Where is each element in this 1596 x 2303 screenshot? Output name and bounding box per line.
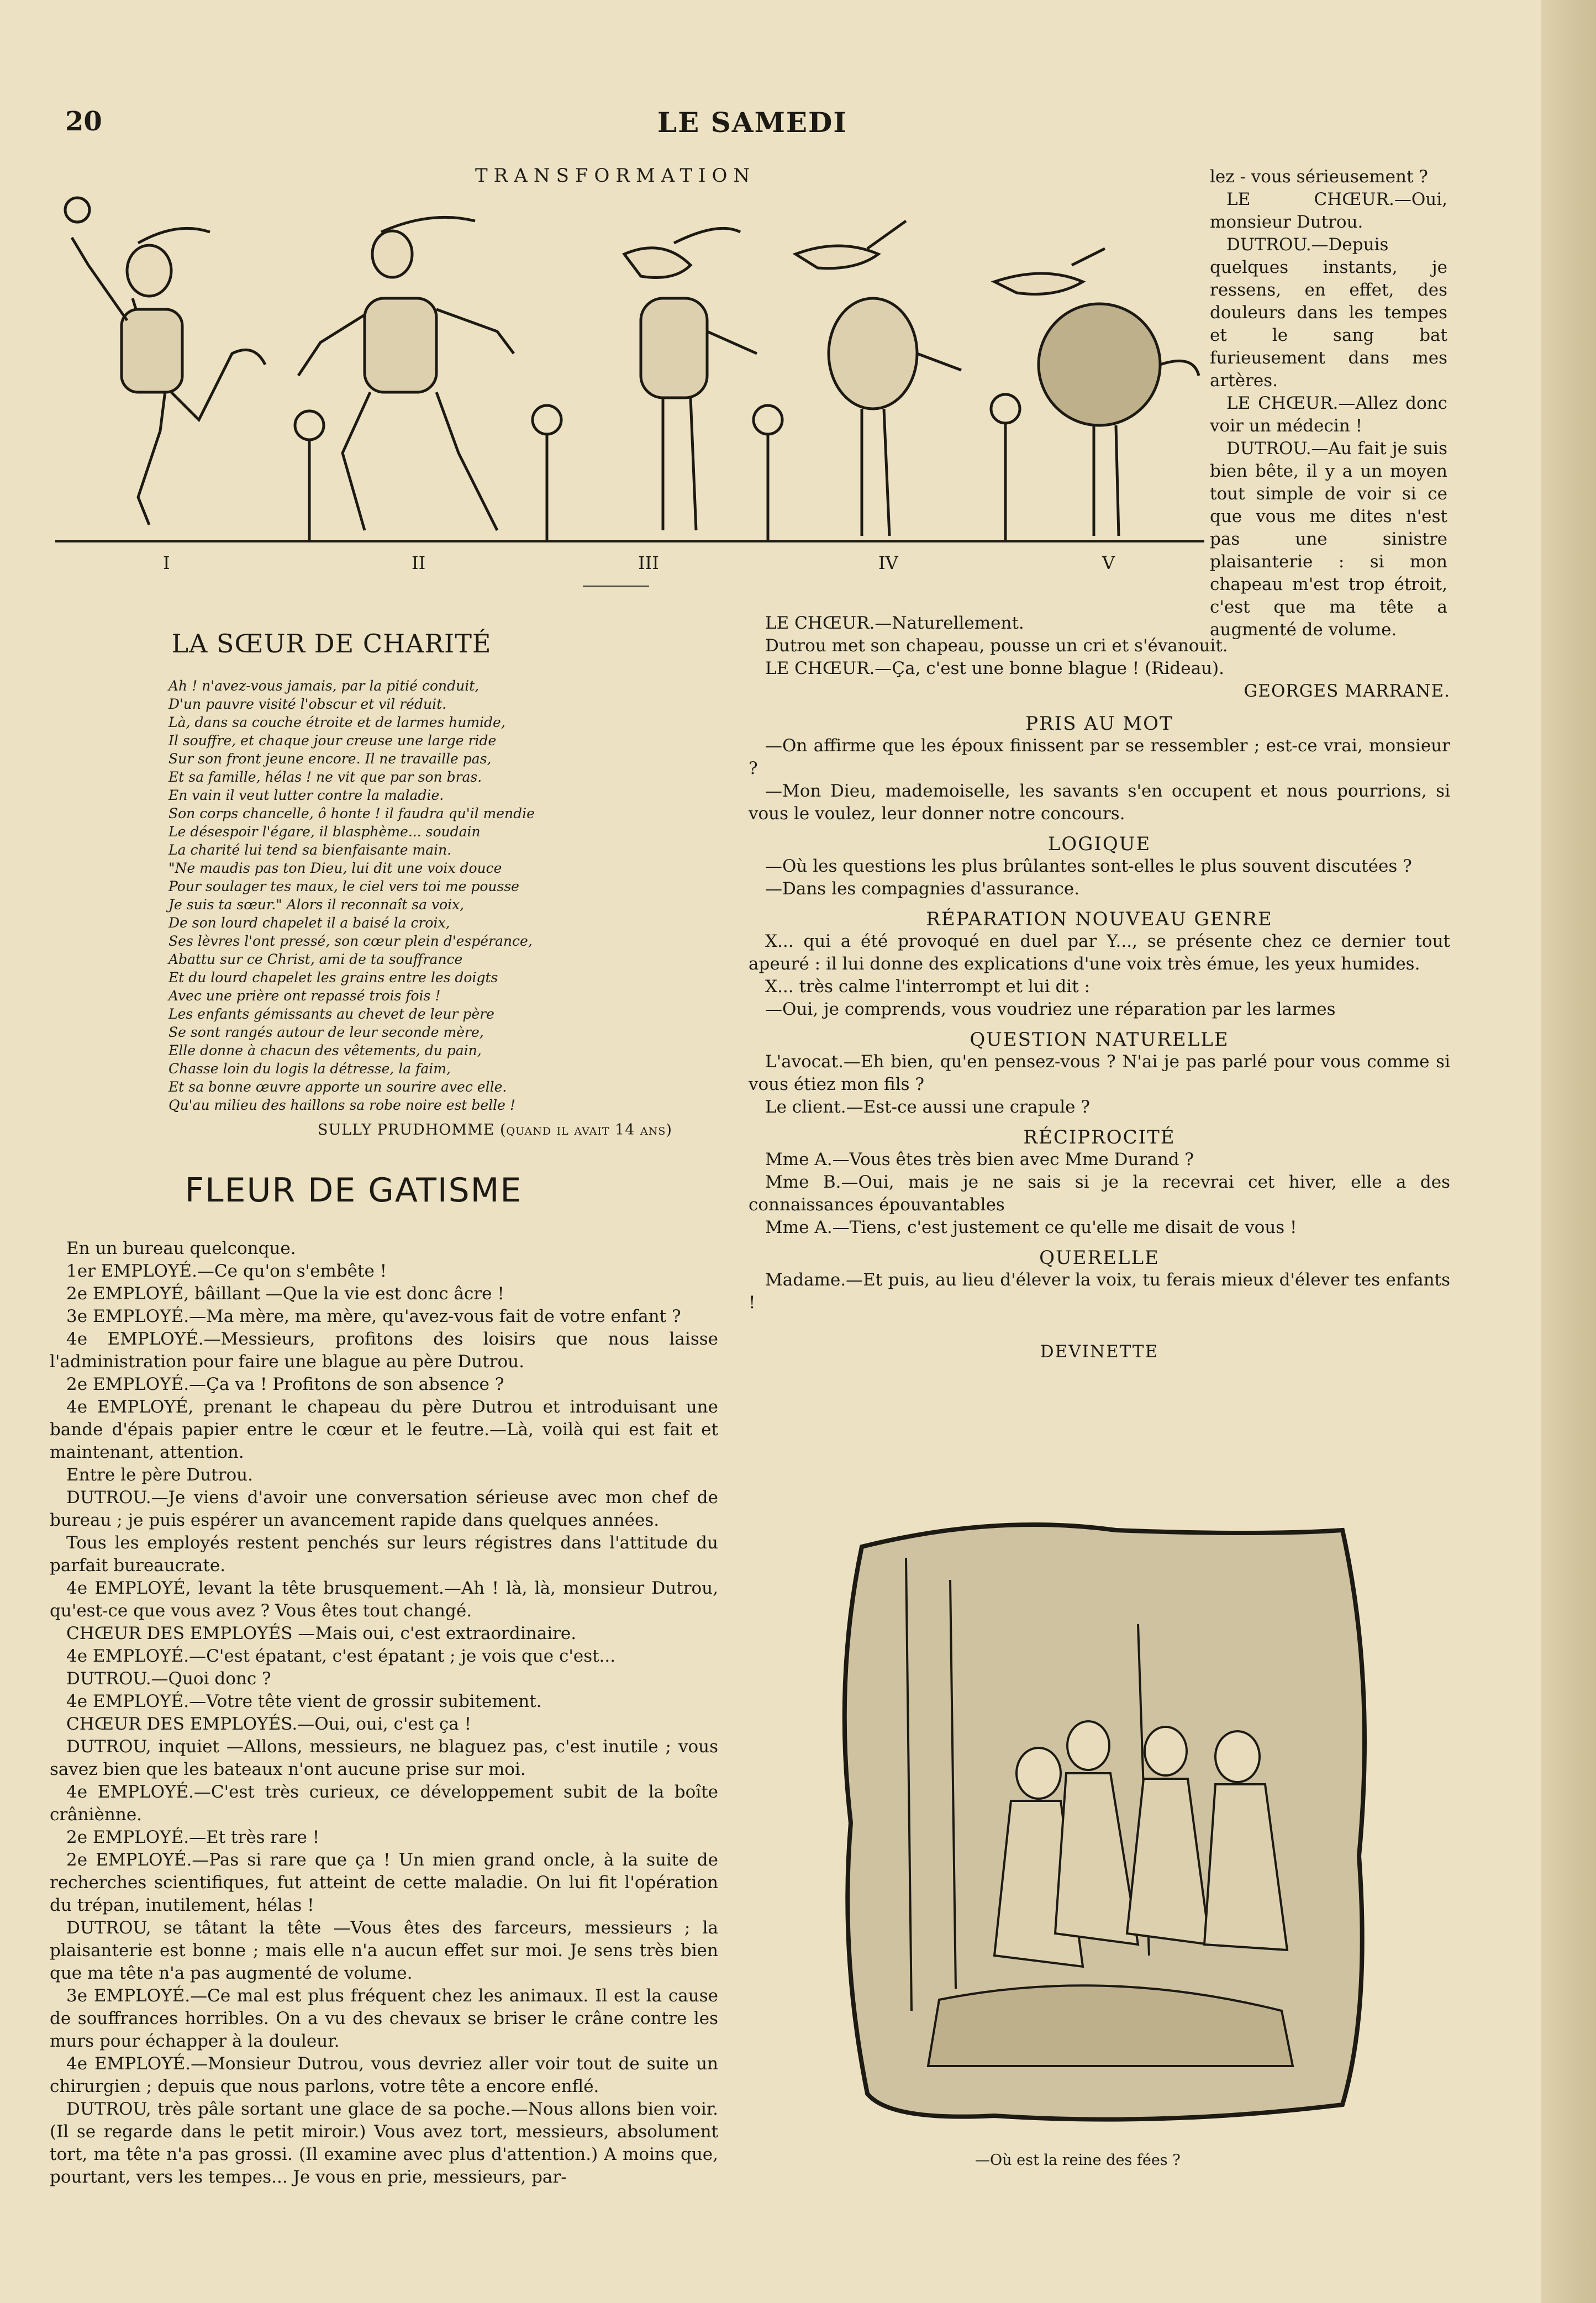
right-mid-column	[749, 612, 1450, 703]
poem-signature: SULLY PRUDHOMME (quand il avait 14 ans)	[318, 1121, 672, 1139]
page-edge-shadow	[1541, 0, 1596, 2303]
paragraph: —On affirme que les époux finissent par se ressembler ; est-ce vrai, monsieur ?	[749, 736, 1450, 778]
paragraph: DUTROU.—Je viens d'avoir une conversation sérieuse avec mon chef de bureau ; je puis espérer un avancement rapide dans quelques années.	[50, 1488, 718, 1530]
figure-4-bird-icon	[796, 221, 961, 536]
poem-line: Et du lourd chapelet les grains entre les doigts	[168, 969, 498, 986]
poem-line: Sur son front jeune encore. Il ne travaille pas,	[168, 751, 492, 767]
paragraph: LE CHŒUR.—Naturellement.	[765, 613, 1024, 633]
paragraph: 4e EMPLOYÉ.—Messieurs, profitons des loisirs que nous laisse l'administration pour faire une blague au père Dutrou.	[50, 1329, 718, 1372]
paragraph: LE CHŒUR.—Ça, c'est une bonne blague ! (Rideau).	[765, 658, 1225, 678]
paragraph: lez - vous sérieusement ?	[1210, 167, 1428, 187]
poem-line: Je suis ta sœur." Alors il reconnaît sa voix,	[168, 897, 465, 913]
paragraph: Entre le père Dutrou.	[66, 1465, 253, 1485]
logique-title: LOGIQUE	[1047, 833, 1151, 855]
paragraph: Tous les employés restent penchés sur leurs régistres dans l'attitude du parfait bureaucrate.	[50, 1533, 718, 1575]
paragraph: LE CHŒUR.—Oui, monsieur Dutrou.	[1210, 189, 1447, 232]
poem-line: Et sa famille, hélas ! ne vit que par son bras.	[168, 769, 482, 785]
page-number: 20	[65, 106, 102, 137]
poem-line: Elle donne à chacun des vêtements, du pain,	[168, 1042, 482, 1058]
transformation-illustration	[55, 188, 1204, 580]
poem-line: D'un pauvre visité l'obscur et vil réduit.	[168, 696, 447, 712]
flowers-icon	[295, 394, 1020, 541]
poem-line: Chasse loin du logis la détresse, la faim,	[168, 1061, 451, 1077]
querelle-title: QUERELLE	[1039, 1247, 1160, 1269]
devinette-title: DEVINETTE	[1040, 1342, 1159, 1362]
paragraph: L'avocat.—Eh bien, qu'en pensez-vous ? N'ai je pas parlé pour vous comme si vous étiez mon fils ?	[749, 1052, 1450, 1094]
reparation-title: RÉPARATION NOUVEAU GENRE	[926, 908, 1273, 930]
paragraph: 4e EMPLOYÉ.—Monsieur Dutrou, vous devriez aller voir tout de suite un chirurgien ; depuis que nous parlons, votre tête a encore enflé.	[50, 2054, 718, 2096]
poem-line: Il souffre, et chaque jour creuse une large ride	[168, 732, 497, 749]
poem-line: "Ne maudis pas ton Dieu, lui dit une voix douce	[168, 860, 502, 876]
paragraph: DUTROU.—Quoi donc ?	[66, 1669, 271, 1689]
jokes-column	[749, 713, 1450, 1362]
poem-line: Avec une prière ont repassé trois fois !	[168, 988, 441, 1004]
figure-2-man-icon	[298, 217, 514, 530]
paragraph: CHŒUR DES EMPLOYÉS —Mais oui, c'est extraordinaire.	[66, 1624, 577, 1643]
paragraph: —Où les questions les plus brûlantes sont-elles le plus souvent discutées ?	[765, 856, 1412, 876]
poem-line: De son lourd chapelet il a baisé la croix,	[168, 915, 450, 931]
paragraph: Madame.—Et puis, au lieu d'élever la voix, tu ferais mieux d'élever tes enfants !	[749, 1270, 1450, 1313]
poem-line: Pour soulager tes maux, le ciel vers toi me pousse	[168, 878, 519, 894]
transformation-title: TRANSFORMATION	[475, 165, 756, 187]
poem-line: Le désespoir l'égare, il blasphème... soudain	[168, 824, 481, 840]
paragraph: 2e EMPLOYÉ, bâillant —Que la vie est donc âcre !	[66, 1284, 504, 1304]
paragraph: Dutrou met son chapeau, pousse un cri et s'évanouit.	[765, 636, 1228, 656]
poem-line: Les enfants gémissants au chevet de leur père	[168, 1006, 494, 1022]
divider	[583, 586, 649, 587]
paragraph: Mme A.—Tiens, c'est justement ce qu'elle me disait de vous !	[765, 1218, 1297, 1237]
paragraph: DUTROU, très pâle sortant une glace de sa poche.—Nous allons bien voir. (Il se regarde dans le petit miroir.) Vous avez tort, messieurs, absolument tort, ma tête n'a pas grossi. (Il examine avec plus d'attention.) A moins que, pourtant, vers les tempes... Je vous en prie, messieurs, par-	[50, 2099, 718, 2187]
figure-5-bird-icon	[994, 249, 1199, 536]
paragraph: Le client.—Est-ce aussi une crapule ?	[765, 1097, 1091, 1117]
paragraph: 1er EMPLOYÉ.—Ce qu'on s'embête !	[66, 1261, 387, 1281]
paragraph: 2e EMPLOYÉ.—Ça va ! Profitons de son absence ?	[66, 1374, 504, 1394]
paragraph: 3e EMPLOYÉ.—Ce mal est plus fréquent chez les animaux. Il est la cause de souffrances horribles. On a vu des chevaux se briser le crâne contre les murs pour échapper à la douleur.	[50, 1986, 718, 2051]
paragraph: DUTROU, se tâtant la tête —Vous êtes des farceurs, messieurs ; la plaisanterie est bonne ; mais elle n'a aucun effet sur moi. Je sens très bien que ma tête n'a pas augmenté de volume.	[50, 1918, 718, 1983]
poem	[168, 677, 594, 1114]
reciprocite-title: RÉCIPROCITÉ	[1023, 1126, 1176, 1148]
poem-line: La charité lui tend sa bienfaisante main.	[168, 842, 452, 858]
fleur-column	[50, 1237, 718, 2189]
soeur-title: LA SŒUR DE CHARITÉ	[171, 629, 492, 658]
poem-line: Se sont rangés autour de leur seconde mère,	[168, 1024, 484, 1040]
figure-3-birdman-icon	[624, 228, 757, 530]
paragraph: DUTROU, inquiet —Allons, messieurs, ne blaguez pas, c'est inutile ; vous savez bien que les bateaux n'ont aucune prise sur moi.	[50, 1737, 718, 1779]
paragraph: En un bureau quelconque.	[66, 1239, 296, 1258]
figure-label-5: V	[1102, 552, 1115, 573]
poem-line: Ses lèvres l'ont pressé, son cœur plein d'espérance,	[168, 933, 533, 949]
poem-line: Ah ! n'avez-vous jamais, par la pitié conduit,	[168, 678, 480, 694]
paragraph: 4e EMPLOYÉ.—C'est épatant, c'est épatant ; je vois que c'est...	[66, 1646, 616, 1666]
right-top-column	[1210, 166, 1447, 641]
masthead: LE SAMEDI	[657, 106, 847, 139]
paragraph: Mme B.—Oui, mais je ne sais si je la recevrai cet hiver, elle a des connaissances épouvantables	[749, 1172, 1450, 1215]
figure-label-3: III	[638, 552, 659, 573]
paragraph: 3e EMPLOYÉ.—Ma mère, ma mère, qu'avez-vous fait de votre enfant ?	[66, 1306, 681, 1326]
pris-title: PRIS AU MOT	[1025, 713, 1173, 735]
figure-1-man-icon	[65, 198, 265, 525]
paragraph: —Mon Dieu, mademoiselle, les savants s'en occupent et nous pourrions, si vous le voulez, leur donner notre concours.	[749, 781, 1450, 824]
paragraph: —Dans les compagnies d'assurance.	[765, 879, 1080, 899]
paragraph: DUTROU.—Au fait je suis bien bête, il y a un moyen tout simple de voir si ce que vous me dites n'est pas une sinistre plaisanterie : si mon chapeau m'est trop étroit, c'est que ma tête a augmenté de volume.	[1210, 439, 1447, 640]
paragraph: X... qui a été provoqué en duel par Y..., se présente chez ce dernier tout apeuré : il lui donne des explications d'une voix très émue, les yeux humides.	[749, 931, 1450, 974]
poem-line: En vain il veut lutter contre la maladie.	[168, 787, 444, 803]
paragraph: X... très calme l'interrompt et lui dit :	[765, 977, 1091, 997]
devinette-illustration	[829, 1514, 1376, 2132]
figure-label-1: I	[163, 552, 170, 573]
figure-label-4: IV	[878, 552, 898, 573]
devinette-caption: —Où est la reine des fées ?	[975, 2152, 1181, 2169]
paragraph: 4e EMPLOYÉ, prenant le chapeau du père Dutrou et introduisant une bande d'épais papier entre le cœur et le feutre.—Là, voilà qui est fait et maintenant, attention.	[50, 1397, 718, 1462]
question-title: QUESTION NATURELLE	[970, 1029, 1229, 1051]
poem-line: Là, dans sa couche étroite et de larmes humide,	[168, 714, 505, 730]
paragraph: CHŒUR DES EMPLOYÉS.—Oui, oui, c'est ça !	[66, 1714, 472, 1734]
fleur-title: FLEUR DE GATISME	[185, 1171, 523, 1210]
paragraph: 4e EMPLOYÉ.—C'est très curieux, ce développement subit de la boîte crâniènne.	[50, 1782, 718, 1825]
paragraph: Mme A.—Vous êtes très bien avec Mme Durand ?	[765, 1150, 1194, 1169]
paragraph: 4e EMPLOYÉ.—Votre tête vient de grossir subitement.	[66, 1691, 542, 1711]
poem-line: Et sa bonne œuvre apporte un sourire avec elle.	[168, 1079, 507, 1095]
author-signature: GEORGES MARRANE.	[1244, 681, 1450, 701]
paragraph: 4e EMPLOYÉ, levant la tête brusquement.—Ah ! là, là, monsieur Dutrou, qu'est-ce que vous avez ? Vous êtes tout changé.	[50, 1578, 718, 1621]
paragraph: —Oui, je comprends, vous voudriez une réparation par les larmes	[765, 999, 1336, 1019]
figure-label-2: II	[412, 552, 426, 573]
paragraph: 2e EMPLOYÉ.—Et très rare !	[66, 1827, 320, 1847]
paragraph: DUTROU.—Depuis quelques instants, je ressens, en effet, des douleurs dans les tempes et le sang bat furieusement dans mes artères.	[1210, 235, 1447, 391]
paragraph: 2e EMPLOYÉ.—Pas si rare que ça ! Un mien grand oncle, à la suite de recherches scientifiques, fut atteint de cette maladie. On lui fit l'opération du trépan, inutilement, hélas !	[50, 1850, 718, 1915]
paragraph: LE CHŒUR.—Allez donc voir un médecin !	[1210, 393, 1447, 436]
poem-line: Qu'au milieu des haillons sa robe noire est belle !	[168, 1097, 515, 1113]
poem-line: Son corps chancelle, ô honte ! il faudra qu'il mendie	[168, 805, 535, 821]
poem-line: Abattu sur ce Christ, ami de ta souffrance	[168, 951, 463, 967]
